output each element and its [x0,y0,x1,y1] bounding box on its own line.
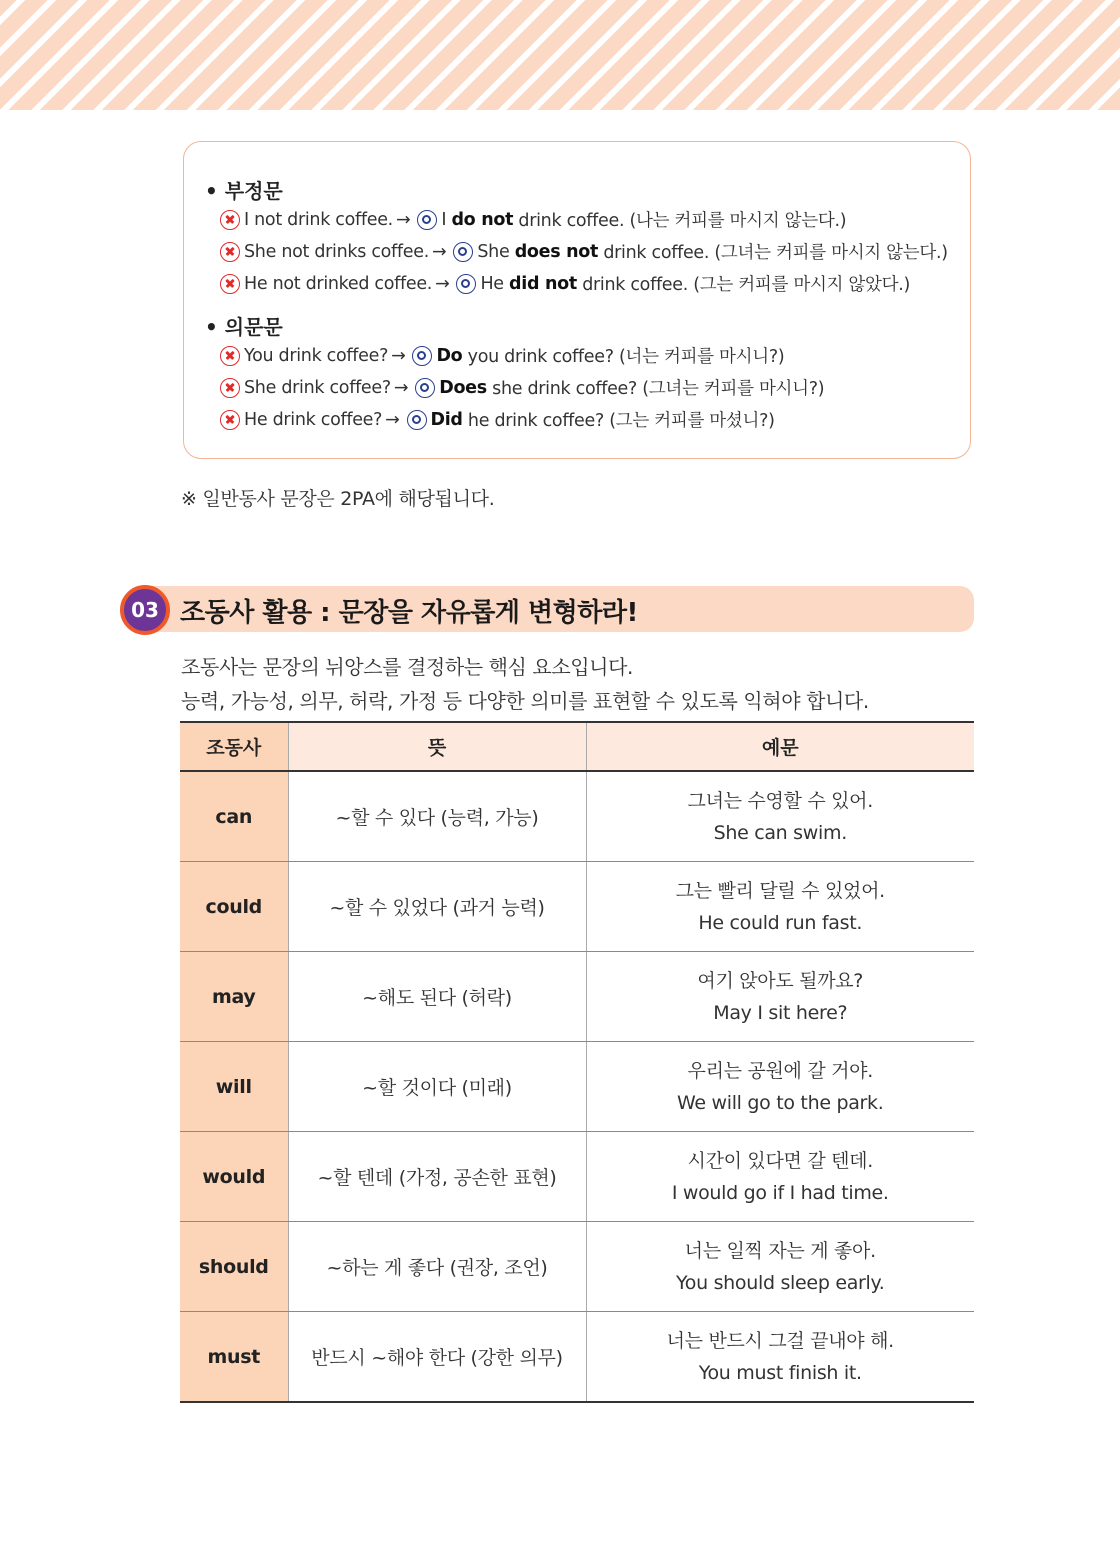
wrong-sentence: You drink coffee? [244,345,389,366]
top-stripe-band [0,0,1120,110]
example-korean: 너는 일찍 자는 게 좋아. [684,1239,876,1262]
x-circle-icon [220,242,240,262]
example-english: You should sleep early. [675,1271,885,1294]
table-row [180,771,974,862]
modal-word: could [180,862,288,952]
modal-example [586,1222,974,1312]
modal-meaning: ~할 수 있다 (능력, 가능) [288,771,586,862]
arrow-icon: → [431,241,447,262]
arrow-icon: → [395,209,411,230]
modal-example [586,1132,974,1222]
wrong-sentence: She not drinks coffee. [244,241,429,262]
example-korean: 우리는 공원에 갈 거야. [687,1059,873,1082]
table-row [180,1132,974,1222]
correct-post: he drink coffee? (그는 커피를 마셨니?) [462,411,775,431]
x-circle-icon [220,210,240,230]
modal-word: will [180,1042,288,1132]
example-english: I would go if I had time. [671,1181,889,1204]
header-modal: 조동사 [180,722,288,771]
table-row [180,952,974,1042]
modal-word: can [180,771,288,862]
correct-pre: She [477,241,515,262]
negative-example-2 [220,239,948,264]
modal-word: must [180,1312,288,1403]
x-circle-icon [220,378,240,398]
header-meaning: 뜻 [288,722,586,771]
header-example: 예문 [586,722,974,771]
o-circle-icon [456,274,476,294]
x-circle-icon [220,274,240,294]
modal-meaning: ~해도 된다 (허락) [288,952,586,1042]
modal-meaning: ~하는 게 좋다 (권장, 조언) [288,1222,586,1312]
intro-text-1: 조동사는 문장의 뉘앙스를 결정하는 핵심 요소입니다. [181,655,633,679]
example-korean: 시간이 있다면 갈 텐데. [687,1149,873,1172]
question-example-1 [220,343,784,368]
x-circle-icon [220,410,240,430]
x-circle-icon [220,346,240,366]
question-heading: • 의문문 [205,315,283,339]
intro-text-2: 능력, 가능성, 의무, 허락, 가정 등 다양한 의미를 표현할 수 있도록 익혀야 합니다. [181,689,869,713]
arrow-icon: → [385,409,400,430]
example-english: May I sit here? [713,1001,848,1024]
modal-word: may [180,952,288,1042]
example-korean: 그는 빨리 달릴 수 있었어. [675,879,885,902]
modal-example [586,1312,974,1403]
modal-example [586,1042,974,1132]
modal-meaning: ~할 것이다 (미래) [288,1042,586,1132]
wrong-sentence: He not drinked coffee. [244,273,433,294]
section-number-badge: 03 [120,585,170,635]
table-header-row [180,722,974,771]
example-english: She can swim. [713,821,847,844]
arrow-icon: → [393,377,409,398]
correct-bold: did not [509,273,577,294]
correct-bold: does not [514,241,599,262]
table-row [180,1312,974,1403]
o-circle-icon [412,346,432,366]
modal-example [586,862,974,952]
modal-meaning: 반드시 ~해야 한다 (강한 의무) [288,1312,586,1403]
question-example-3 [220,407,775,432]
modal-example [586,952,974,1042]
correct-bold: Do [436,345,463,366]
example-korean: 여기 앉아도 될까요? [697,969,864,992]
example-korean: 너는 반드시 그걸 끝내야 해. [666,1329,894,1352]
correct-post: drink coffee. (그는 커피를 마시지 않았다.) [576,275,911,295]
correct-bold: Does [439,377,487,398]
correct-post: she drink coffee? (그녀는 커피를 마시니?) [486,379,825,399]
modal-meaning: ~할 수 있었다 (과거 능력) [288,862,586,952]
wrong-sentence: I not drink coffee. [244,209,393,230]
example-english: You must finish it. [698,1361,862,1384]
table-row [180,1042,974,1132]
correct-post: you drink coffee? (너는 커피를 마시니?) [462,347,785,367]
table-row [180,862,974,952]
wrong-sentence: He drink coffee? [244,409,383,430]
table-row [180,1222,974,1312]
correct-post: drink coffee. (그녀는 커피를 마시지 않는다.) [598,243,948,263]
question-example-2 [220,375,824,400]
correct-post: drink coffee. (나는 커피를 마시지 않는다.) [513,211,847,231]
o-circle-icon [415,378,435,398]
example-korean: 그녀는 수영할 수 있어. [687,789,873,812]
modal-example [586,771,974,862]
modal-word: should [180,1222,288,1312]
o-circle-icon [407,410,427,430]
correct-bold: do not [451,209,514,230]
arrow-icon: → [391,345,406,366]
arrow-icon: → [435,273,450,294]
section-title: 조동사 활용 : 문장을 자유롭게 변형하라! [180,598,638,628]
negative-example-1 [220,207,846,232]
wrong-sentence: She drink coffee? [244,377,391,398]
correct-pre: He [480,273,510,294]
negative-heading: • 부정문 [205,179,283,203]
example-english: He could run fast. [698,911,863,934]
reference-note: ※ 일반동사 문장은 2PA에 해당됩니다. [181,488,495,510]
negative-example-3 [220,271,910,296]
modal-word: would [180,1132,288,1222]
o-circle-icon [453,242,473,262]
correct-bold: Did [430,409,463,430]
modal-meaning: ~할 텐데 (가정, 공손한 표현) [288,1132,586,1222]
correct-pre: I [441,209,452,230]
modal-verb-table [180,721,974,1403]
example-english: We will go to the park. [676,1091,884,1114]
o-circle-icon [417,210,437,230]
